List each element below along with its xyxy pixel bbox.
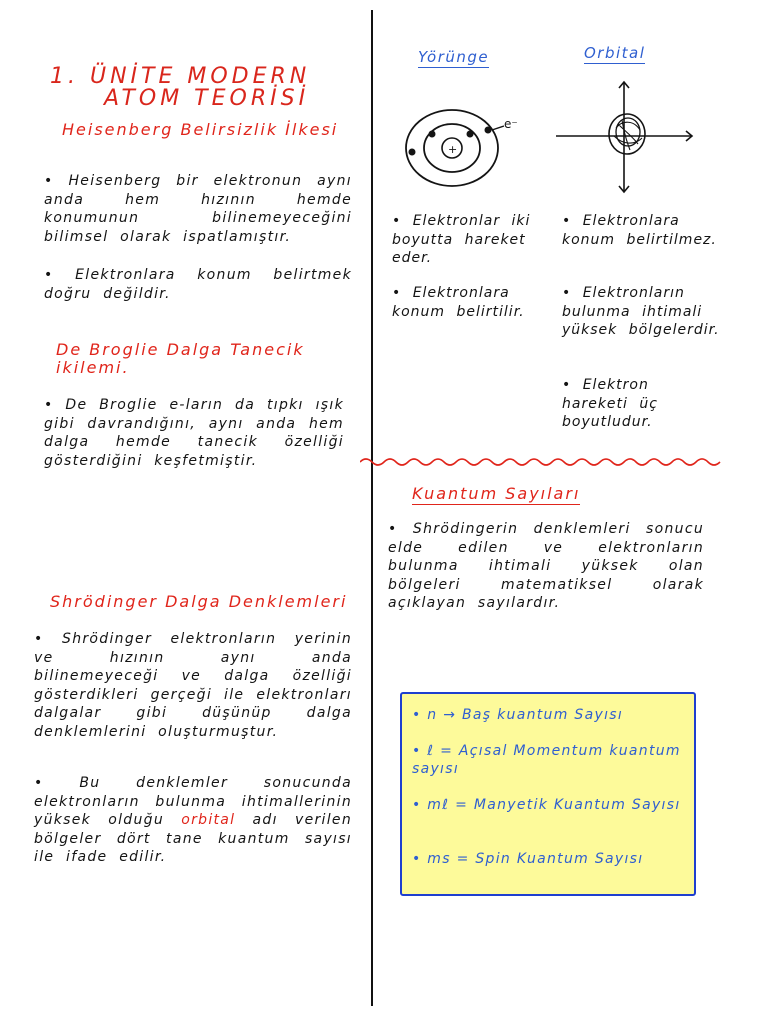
debroglie-bullet-1: • De Broglie e-ların da tıpkı ışık gibi davrandığını, aynı anda hem dalga hemde tanecik özelliği gösterdiğini keşfetmiştir.	[44, 397, 344, 469]
electron-dot	[429, 131, 436, 138]
heisenberg-bullet-1: • Heisenberg bir elektronun aynı anda hem hızının hemde konumunun bilinemeyeceğini bilimsel olarak ispatlamıştır.	[44, 173, 352, 245]
orbital-axes-diagram	[552, 80, 696, 196]
orbital-bullet-1: • Elektronlara konum belirtilmez.	[562, 213, 717, 248]
electron-dot	[467, 131, 474, 138]
heisenberg-bullet-2: • Elektronlara konum belirtmek doğru değildir.	[44, 267, 352, 302]
quantum-item-ms: • ms = Spin Kuantum Sayısı	[412, 851, 644, 867]
quantum-item-ml: • mℓ = Manyetik Kuantum Sayısı	[412, 797, 681, 813]
yorunge-heading: Yörünge	[418, 48, 490, 66]
quantum-item-n: • n → Baş kuantum Sayısı	[412, 707, 624, 723]
electron-pointer	[492, 126, 504, 130]
wavy-divider	[360, 452, 722, 472]
orbital-heading: Orbital	[584, 44, 646, 62]
unit-title-line2: ATOM TEORİSİ	[104, 86, 310, 111]
schrodinger-bullet-2-text-a: • Bu denklemler sonucunda elektronların bulunma ihtimallerinin yüksek olduğu	[34, 775, 352, 828]
yorunge-bullet-1: • Elektronlar iki boyutta hareket eder.	[392, 213, 531, 266]
schrodinger-bullet-1: • Shrödinger elektronların yerinin ve hızının aynı anda bilinemeyeceği ve dalga özelliği gösterdikleri gerçeği ile elektronları dalgalar gibi düşünüp dalga denklemlerini oluşturmuştur.	[34, 631, 352, 740]
nucleus-label: +	[448, 143, 458, 156]
kuantum-heading: Kuantum Sayıları	[412, 484, 581, 503]
bohr-orbit-diagram	[396, 100, 536, 200]
schrodinger-bullet-2	[34, 774, 352, 867]
unit-title-line1: 1. ÜNİTE MODERN	[50, 64, 311, 89]
orbital-bullet-2: • Elektronların bulunma ihtimali yüksek bölgelerdir.	[562, 285, 720, 338]
orbital-bullet-3: • Elektron hareketi üç boyutludur.	[562, 377, 658, 430]
vertical-divider	[371, 10, 373, 1006]
quantum-item-l: • ℓ = Açısal Momentum kuantum sayısı	[412, 743, 681, 777]
electron-label: e⁻	[504, 117, 518, 131]
debroglie-heading-line2: ikilemi.	[56, 358, 130, 377]
electron-dot	[409, 149, 416, 156]
schrodinger-heading: Shrödinger Dalga Denklemleri	[50, 592, 348, 611]
heisenberg-heading: Heisenberg Belirsizlik İlkesi	[62, 120, 339, 139]
orbital-term: orbital	[181, 812, 236, 828]
quantum-numbers-box	[400, 692, 696, 896]
kuantum-bullet-1: • Shrödingerin denklemleri sonucu elde edilen ve elektronların bulunma ihtimali yüksek olan bölgeleri matematiksel olarak açıklayan sayılardır.	[388, 521, 704, 611]
yorunge-bullet-2: • Elektronlara konum belirtilir.	[392, 285, 525, 320]
electron-dot	[485, 127, 492, 134]
debroglie-heading-line1: De Broglie Dalga Tanecik	[56, 340, 305, 359]
schrodinger-bullet-2-text-b: adı verilen bölgeler dört tane kuantum sayısı ile ifade edilir.	[34, 812, 353, 865]
